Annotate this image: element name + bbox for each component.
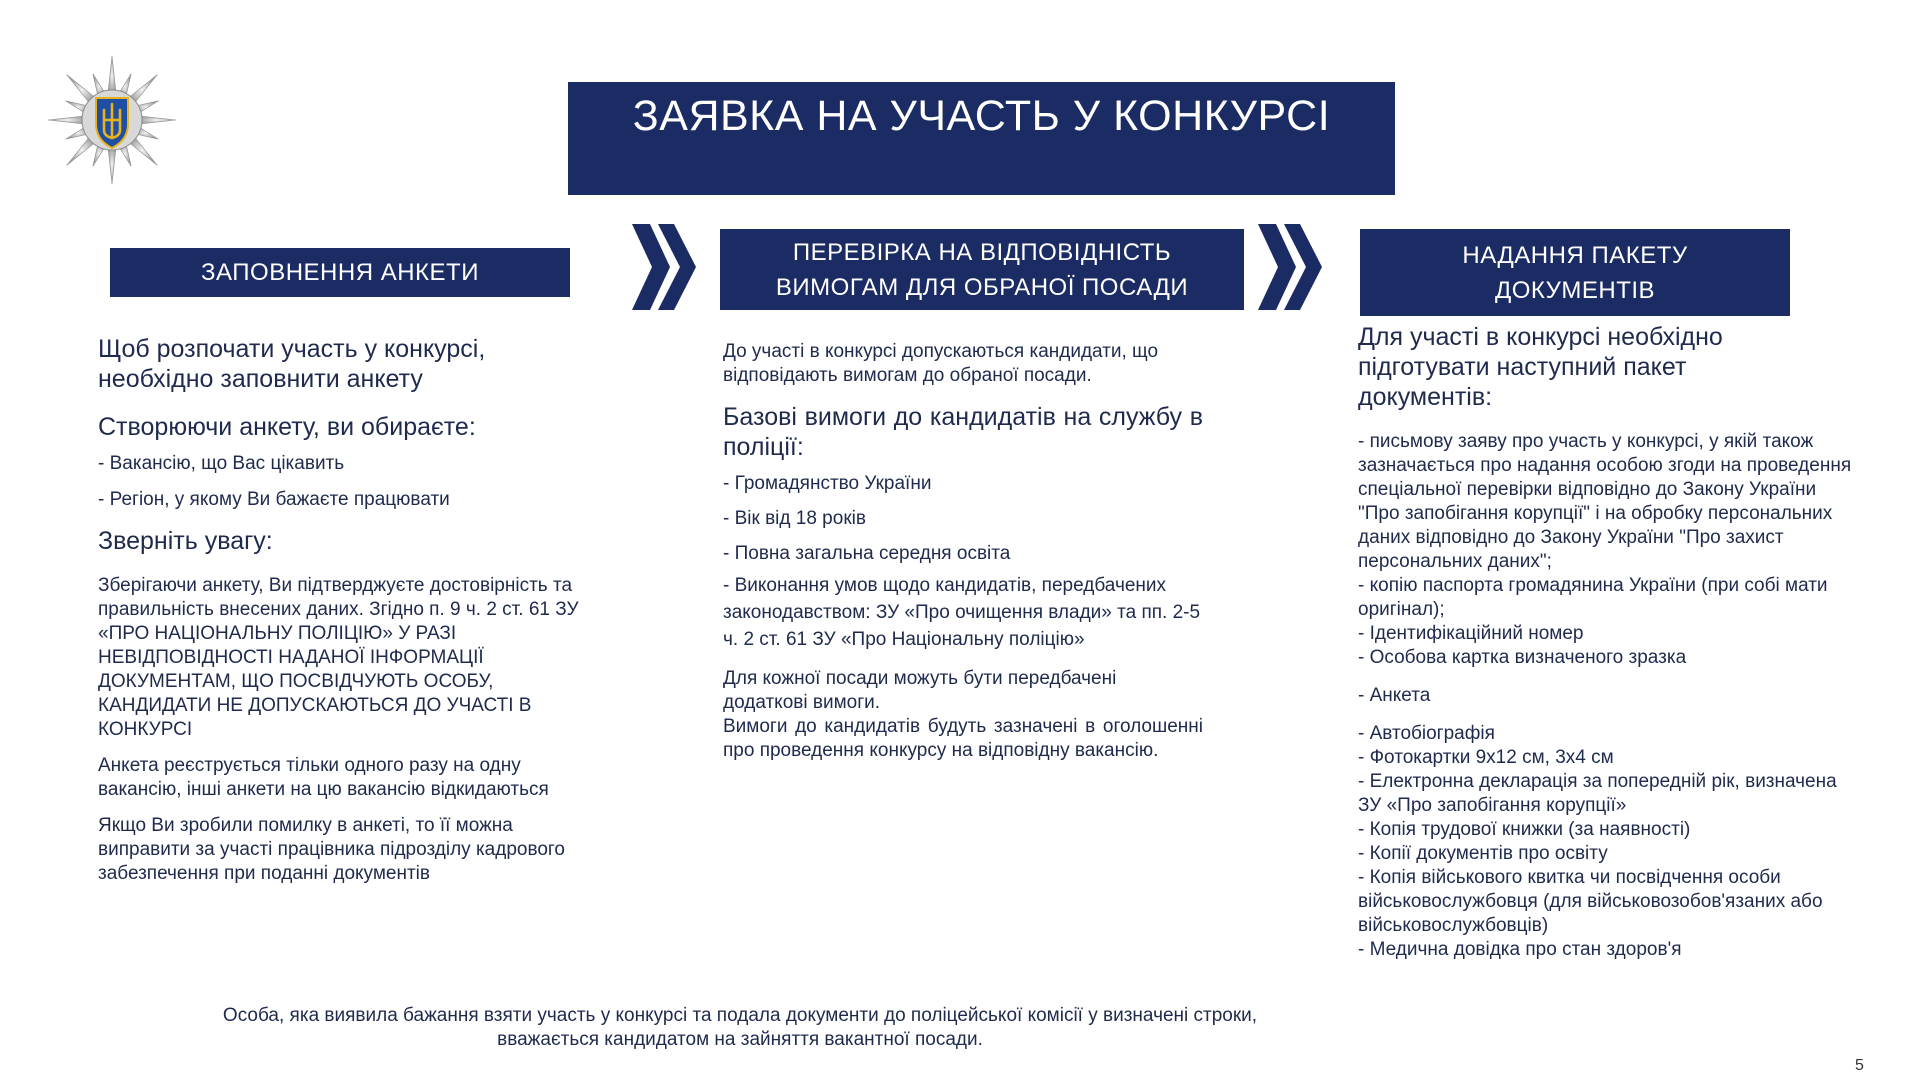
col3-doc-item: - Фотокартки 9х12 см, 3х4 см xyxy=(1358,747,1614,768)
step-header-submit-documents xyxy=(1360,229,1790,316)
column-submit-documents xyxy=(1358,322,1858,962)
page-title: ЗАЯВКА НА УЧАСТЬ У КОНКУРСІ xyxy=(632,92,1331,140)
star-ray xyxy=(138,116,176,124)
col3-intro: Для участі в конкурсі необхідно підготувати наступний пакет документів: xyxy=(1358,323,1723,411)
footer-line: Особа, яка виявила бажання взяти участь у конкурсі та подала документи до поліцейської комісії у визначені строки, xyxy=(222,1005,1258,1026)
step-header-label: ДОКУМЕНТІВ xyxy=(1494,276,1656,304)
col3-doc-item: - Особова картка визначеного зразка xyxy=(1358,647,1687,668)
double-chevron-right-icon xyxy=(1256,222,1326,312)
col3-doc-item: - письмову заяву про участь у конкурсі, у якій також зазначається про надання особою згоди на проведення спеціальної перевірки відповідно до Закону України "Про запобігання корупції" і на обробку персональних даних відповідно до Закону України "Про захист персональних даних"; xyxy=(1358,431,1852,572)
page-title-banner xyxy=(568,82,1395,195)
col1-attention-para: Анкета реєструється тільки одного разу на одну вакансію, інші анкети на цю вакансію відкидаються xyxy=(98,755,549,800)
col1-attention-para: Якщо Ви зробили помилку в анкеті, то її можна виправити за участі працівника підрозділу кадрового забезпечення при поданні документів xyxy=(98,815,565,884)
step-header-label: ЗАПОВНЕННЯ АНКЕТИ xyxy=(201,259,479,286)
col3-doc-item: - Анкета xyxy=(1358,685,1431,706)
col2-announce: Вимоги до кандидатів будуть зазначені в оголошенні про проведення конкурсу на відповідну вакансію. xyxy=(723,716,1203,761)
step-header-label: ВИМОГАМ ДЛЯ ОБРАНОЇ ПОСАДИ xyxy=(775,273,1189,301)
col1-choose-item: - Регіон, у якому Ви бажаєте працювати xyxy=(98,489,450,510)
col3-doc-item: - копію паспорта громадянина України (при собі мати оригінал); xyxy=(1358,575,1828,620)
col1-choose-item: - Вакансію, що Вас цікавить xyxy=(98,453,345,474)
step-header-check-requirements xyxy=(720,229,1244,310)
col2-basic-item: - Вік від 18 років xyxy=(723,508,866,529)
footer-line: вважається кандидатом на зайняття вакантної посади. xyxy=(497,1029,983,1050)
column-check-requirements xyxy=(723,340,1203,763)
star-ray xyxy=(108,56,116,94)
star-ray xyxy=(48,116,86,124)
double-chevron-right-icon xyxy=(630,222,700,312)
col3-doc-item: - Медична довідка про стан здоров'я xyxy=(1358,939,1682,960)
step-header-label: НАДАННЯ ПАКЕТУ xyxy=(1462,241,1688,269)
police-star-icon xyxy=(46,54,178,186)
col3-doc-item: - Електронна декларація за попередній рік, визначена ЗУ «Про запобігання корупції» xyxy=(1358,771,1837,816)
col1-attention-heading: Зверніть увагу: xyxy=(98,527,273,555)
col2-extra: Для кожної посади можуть бути передбачені додаткові вимоги. xyxy=(723,668,1117,713)
col3-doc-list-3 xyxy=(1358,722,1858,962)
col2-basic-heading: Базові вимоги до кандидатів на службу в поліції: xyxy=(723,403,1203,461)
col1-choose-heading: Створюючи анкету, ви обираєте: xyxy=(98,413,476,441)
star-ray xyxy=(108,146,116,184)
col3-doc-item: - Копія військового квитка чи посвідчення особи військовослужбовця (для військовозобов'язаних або військовослужбовців) xyxy=(1358,867,1823,936)
col2-intro: До участі в конкурсі допускаються кандидати, що відповідають вимогам до обраної посади. xyxy=(723,341,1159,386)
col1-attention-para: Зберігаючи анкету, Ви підтверджуєте достовірність та правильність внесених даних. Згідно п. 9 ч. 2 ст. 61 ЗУ «ПРО НАЦІОНАЛЬНУ ПОЛІЦІЮ» У РАЗІ НЕВІДПОВІДНОСТІ НАДАНОЇ ІНФОРМАЦІЇ ДОКУМЕНТАМ, ЩО ПОСВІДЧУЮТЬ ОСОБУ, КАНДИДАТИ НЕ ДОПУСКАЮТЬСЯ ДО УЧАСТІ В КОНКУРСІ xyxy=(98,575,579,740)
col2-basic-item: - Виконання умов щодо кандидатів, передбачених законодавством: ЗУ «Про очищення влади» та пп. 2-5 ч. 2 ст. 61 ЗУ «Про Національну поліцію» xyxy=(723,575,1201,650)
step-header-fill-form xyxy=(110,248,570,297)
col3-doc-item: - Копія трудової книжки (за наявності) xyxy=(1358,819,1691,840)
col2-basic-item: - Повна загальна середня освіта xyxy=(723,543,1011,564)
col3-doc-item: - Автобіографія xyxy=(1358,723,1495,744)
col3-doc-item: - Ідентифікаційний номер xyxy=(1358,623,1584,644)
col3-doc-list-2 xyxy=(1358,684,1858,708)
column-fill-form xyxy=(98,334,588,886)
col3-doc-item: - Копії документів про освіту xyxy=(1358,843,1608,864)
footer-note xyxy=(100,1004,1380,1052)
col3-doc-list-1 xyxy=(1358,430,1858,670)
col2-basic-item: - Громадянство України xyxy=(723,473,932,494)
page-number: 5 xyxy=(1855,1057,1864,1074)
col1-intro: Щоб розпочати участь у конкурсі, необхідно заповнити анкету xyxy=(98,335,486,393)
step-header-label: ПЕРЕВІРКА НА ВІДПОВІДНІСТЬ xyxy=(792,238,1172,266)
